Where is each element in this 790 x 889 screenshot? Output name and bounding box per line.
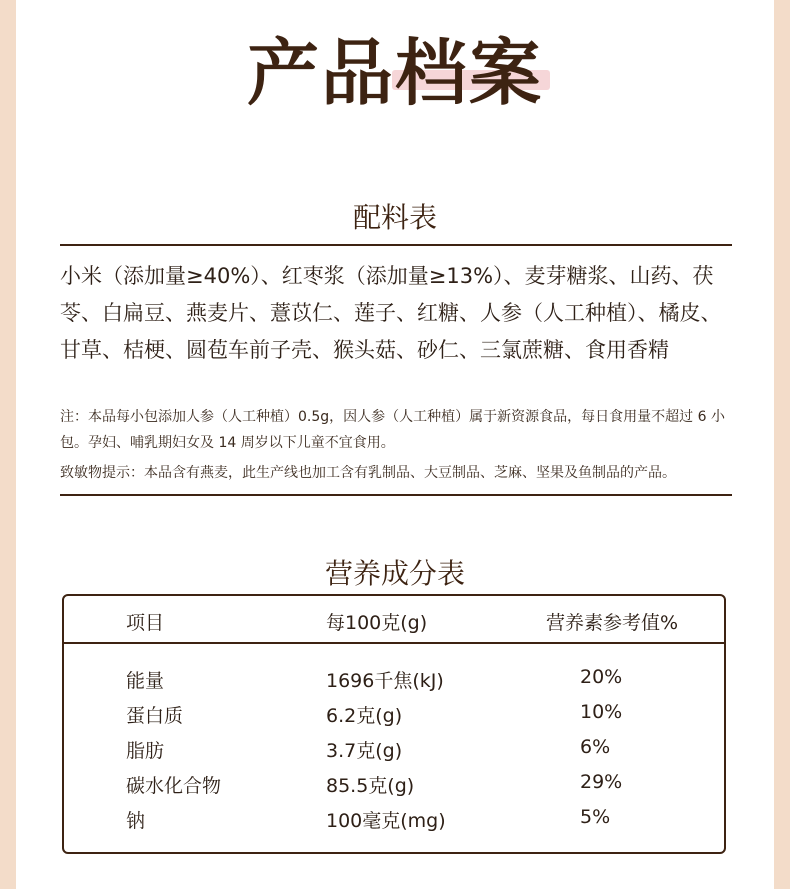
row-energy-nrv: 20% <box>580 666 623 688</box>
page-title: 产品档案 <box>246 31 543 115</box>
usage-note: 注：本品每小包添加人参（人工种植）0.5g，因人参（人工种植）属于新资源食品，每日食用量不超过 6 小包。孕妇、哺乳期妇女及 14 周岁以下儿童不宜食用。 <box>60 409 725 451</box>
row-fat-name: 脂肪 <box>126 740 165 762</box>
allergen-note: 致敏物提示：本品含有燕麦，此生产线也加工含有乳制品、大豆制品、芝麻、坚果及鱼制品的产品。 <box>60 465 676 481</box>
table-header-divider <box>64 642 724 644</box>
row-carbs-value: 85.5克(g) <box>326 775 415 797</box>
nutrition-table <box>62 594 726 854</box>
row-protein-value: 6.2克(g) <box>326 705 403 727</box>
nutrition-heading: 营养成分表 <box>324 557 465 590</box>
col-header-per100g: 每100克(g) <box>326 612 428 634</box>
row-sodium-nrv: 5% <box>580 806 611 828</box>
row-carbs-name: 碳水化合物 <box>126 775 222 797</box>
page-panel <box>16 0 774 889</box>
row-fat-nrv: 6% <box>580 736 611 758</box>
row-fat-value: 3.7克(g) <box>326 740 403 762</box>
row-protein-name: 蛋白质 <box>126 705 184 727</box>
row-carbs-nrv: 29% <box>580 771 623 793</box>
row-energy-value: 1696千焦(kJ) <box>326 670 444 692</box>
ingredients-text: 小米（添加量≥40%）、红枣浆（添加量≥13%）、麦芽糖浆、山药、茯苓、白扁豆、燕麦片、薏苡仁、莲子、红糖、人参（人工种植）、橘皮、甘草、桔梗、圆苞车前子壳、猴头菇、砂仁、三氯蔗糖、食用香精 <box>60 264 722 362</box>
row-sodium-name: 钠 <box>126 810 146 832</box>
col-header-nrv: 营养素参考值% <box>546 612 679 634</box>
ingredients-bottom-rule <box>60 494 732 496</box>
ingredients-heading: 配料表 <box>352 201 437 234</box>
row-energy-name: 能量 <box>126 670 165 692</box>
row-protein-nrv: 10% <box>580 701 623 723</box>
ingredients-top-rule <box>60 244 732 246</box>
row-sodium-value: 100毫克(mg) <box>326 810 446 832</box>
col-header-item: 项目 <box>126 612 165 634</box>
